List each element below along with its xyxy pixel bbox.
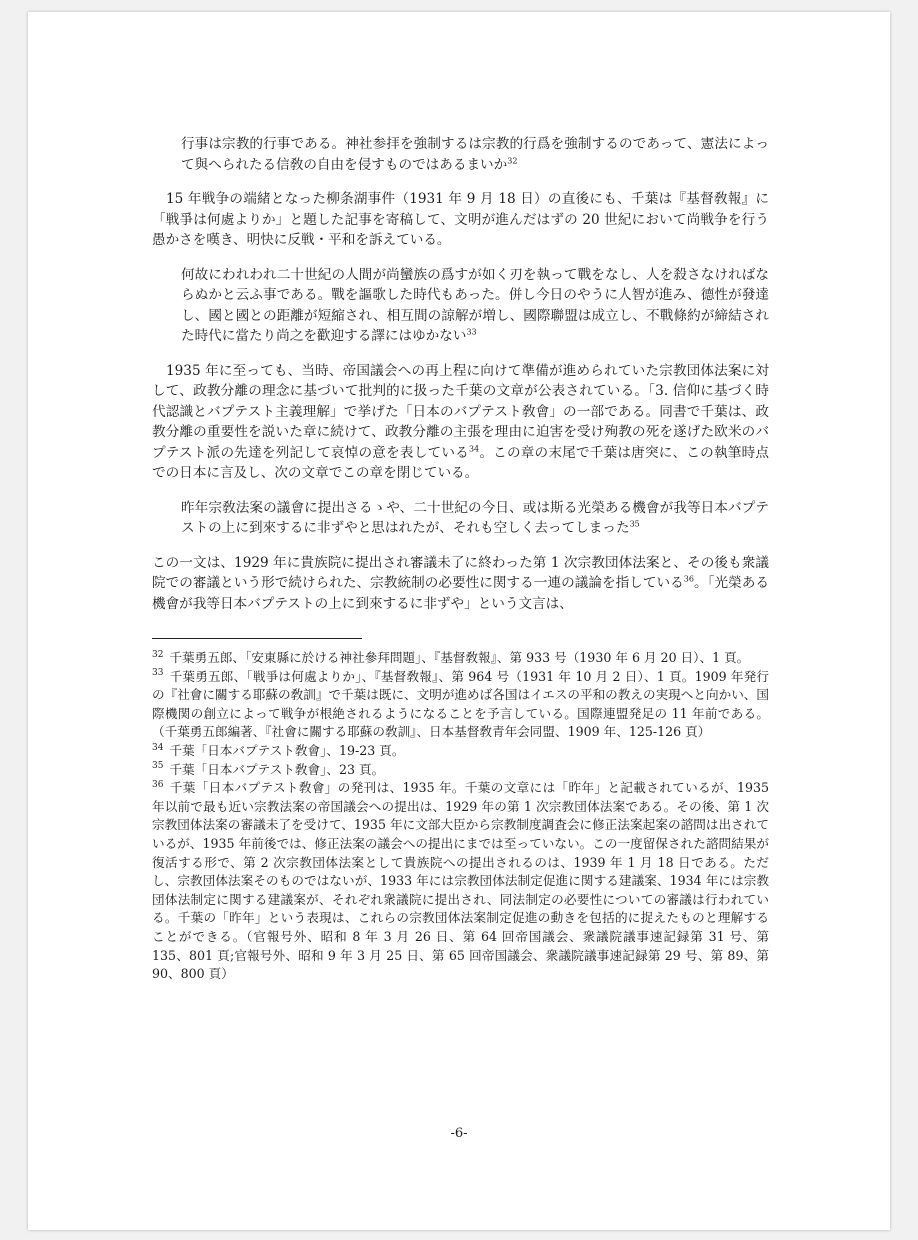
footnote-number: 36	[152, 779, 164, 790]
quote-text: 行事は宗教的行事である。神社参拝を強制するは宗教的行爲を強制するのであって、憲法によって與へられたる信敎の自由を侵すものではあるまいか	[181, 136, 769, 173]
page-number: -6-	[450, 1126, 468, 1141]
block-quote-32	[181, 134, 769, 175]
footnote-divider	[152, 638, 362, 639]
footnote-number: 33	[152, 668, 164, 679]
paragraph-text: この一文は、1929 年に貴族院に提出され審議未了に終わった第 1 次宗教団体法案と、その後も衆議院での審議という形で続けられた、宗教統制の必要性に関する一連の議論を指している	[152, 554, 769, 591]
page-content	[152, 134, 769, 984]
footnote-36	[152, 779, 769, 984]
footnote-number: 34	[152, 742, 164, 753]
footnote-number: 32	[152, 649, 164, 660]
footnote-33	[152, 668, 769, 742]
paragraph-text: 。「光榮ある機會が我等日本バプテストの上に到來するに非ずや」という文言は、	[152, 575, 769, 612]
footnotes	[152, 649, 769, 984]
footnote-text: 千葉勇五郎、「戦爭は何處よりか」、『基督敎報』、第 964 号（1931 年 10 月 2 日）、1 頁。1909 年発行の『社會に關する耶蘇の敎訓』で千葉は既に、文明が進めば各国はイエスの平和の教えの実現へと向かい、国際機関の創立によって戦争が根絶されるようになることを予言している。国際連盟発足の 11 年前である。（千葉勇五郎編著、『社會に關する耶蘇の敎訓』、日本基督敎青年会同盟、1909 年、125-126 頁）	[152, 668, 769, 740]
block-quote-35	[181, 498, 769, 539]
footnote-ref-32[interactable]: 32	[507, 155, 518, 165]
footnote-ref-36[interactable]: 36	[683, 574, 694, 584]
footnote-35	[152, 761, 769, 780]
footnote-ref-33[interactable]: 33	[466, 327, 477, 337]
quote-text: 何故にわれわれ二十世紀の人間が尚蠻族の爲すが如く刃を執って戰をなし、人を殺さなければならぬかと云ふ事である。戰を謳歌した時代もあった。併し今日のやうに人智が進み、德性が發達し、國と國との距離が短縮され、相互間の諒解が増し、國際聯盟は成立し、不戰條約が締結された時代に當たり尚之を歡迎する譯にはゆかない	[181, 266, 769, 344]
paragraph-text: 1935 年に至っても、当時、帝国議会への再上程に向けて準備が進められていた宗教団体法案に対して、政教分離の理念に基づいて批判的に扱った千葉の文章が公表されている。「3. 信仰に基づく時代認識とバプテスト主義理解」で挙げた「日本のバプテスト敎會」の一部である。同書で千葉は、政教分離の重要性を説いた章に続けて、政教分離の主張を理由に迫害を受け殉教の死を遂げた欧米のバプテスト派の先達を列記して哀悼の意を表している	[152, 362, 769, 461]
body-paragraph	[152, 361, 769, 484]
footnote-text: 千葉勇五郎、「安東縣に於ける神社參拜問題」、『基督敎報』、第 933 号（1930 年 6 月 20 日）、1 頁。	[169, 650, 750, 665]
body-paragraph: 15 年戦争の端緒となった柳条湖事件（1931 年 9 月 18 日）の直後にも、千葉は『基督敎報』に「戦爭は何處よりか」と題した記事を寄稿して、文明が進んだはずの 20 世紀において尚戦争を行う愚かさを嘆き、明快に反戦・平和を訴えている。	[152, 191, 769, 248]
footnote-text: 千葉「日本バプテスト敎會」の発刊は、1935 年。千葉の文章には「昨年」と記載されているが、1935 年以前で最も近い宗教法案の帝国議会への提出は、1929 年の第 1 次宗教団体法案である。その後、第 1 次宗教団体法案の審議未了を受けて、1935 年に文部大臣から宗教制度調査会に修正法案起案の諮問は出されているが、1935 年前後では、修正法案の議会への提出にまでは至っていない。この一度留保された諮問結果が復活する形で、第 2 次宗教団体法案として貴族院への提出されるのは、1939 年 1 月 18 日である。ただし、宗教団体法案そのものではないが、1933 年には宗教団体法制定促進に関する建議案、1934 年には宗教団体法制定に関する建議案が、それぞれ衆議院に提出され、同法制定の必要性についての審議は行われている。千葉の「昨年」という表現は、これらの宗教団体法案制定促進の動きを包括的に捉えたものと理解することができる。（官報号外、昭和 8 年 3 月 26 日、第 64 回帝国議会、衆議院議事速記録第 31 号、第 135、801 頁;官報号外、昭和 9 年 3 月 25 日、第 65 回帝国議会、衆議院議事速記録第 29 号、第 89、第 90、800 頁）	[152, 780, 769, 982]
quote-text: 昨年宗敎法案の議會に提出さるゝや、二十世紀の今日、或は斯る光榮ある機會が我等日本バプテストの上に到來するに非ずやと思はれたが、それも空しく去ってしまった	[181, 499, 769, 536]
footnote-text: 千葉「日本バプテスト敎會」、19-23 頁。	[169, 742, 405, 758]
footnote-ref-34[interactable]: 34	[468, 443, 480, 453]
footnote-ref-35[interactable]: 35	[629, 519, 640, 529]
document-page	[28, 12, 890, 1230]
footnote-number: 35	[152, 761, 164, 772]
footnote-text: 千葉「日本バプテスト敎會」、23 頁。	[169, 761, 385, 777]
footnote-32	[152, 649, 769, 668]
paragraph-text: 。この章の末尾で千葉は唐突に、この執筆時点での日本に言及し、次の文章でこの章を閉じている。	[152, 444, 769, 481]
block-quote-33	[181, 265, 769, 347]
body-paragraph	[152, 553, 769, 615]
footnote-34	[152, 742, 769, 761]
